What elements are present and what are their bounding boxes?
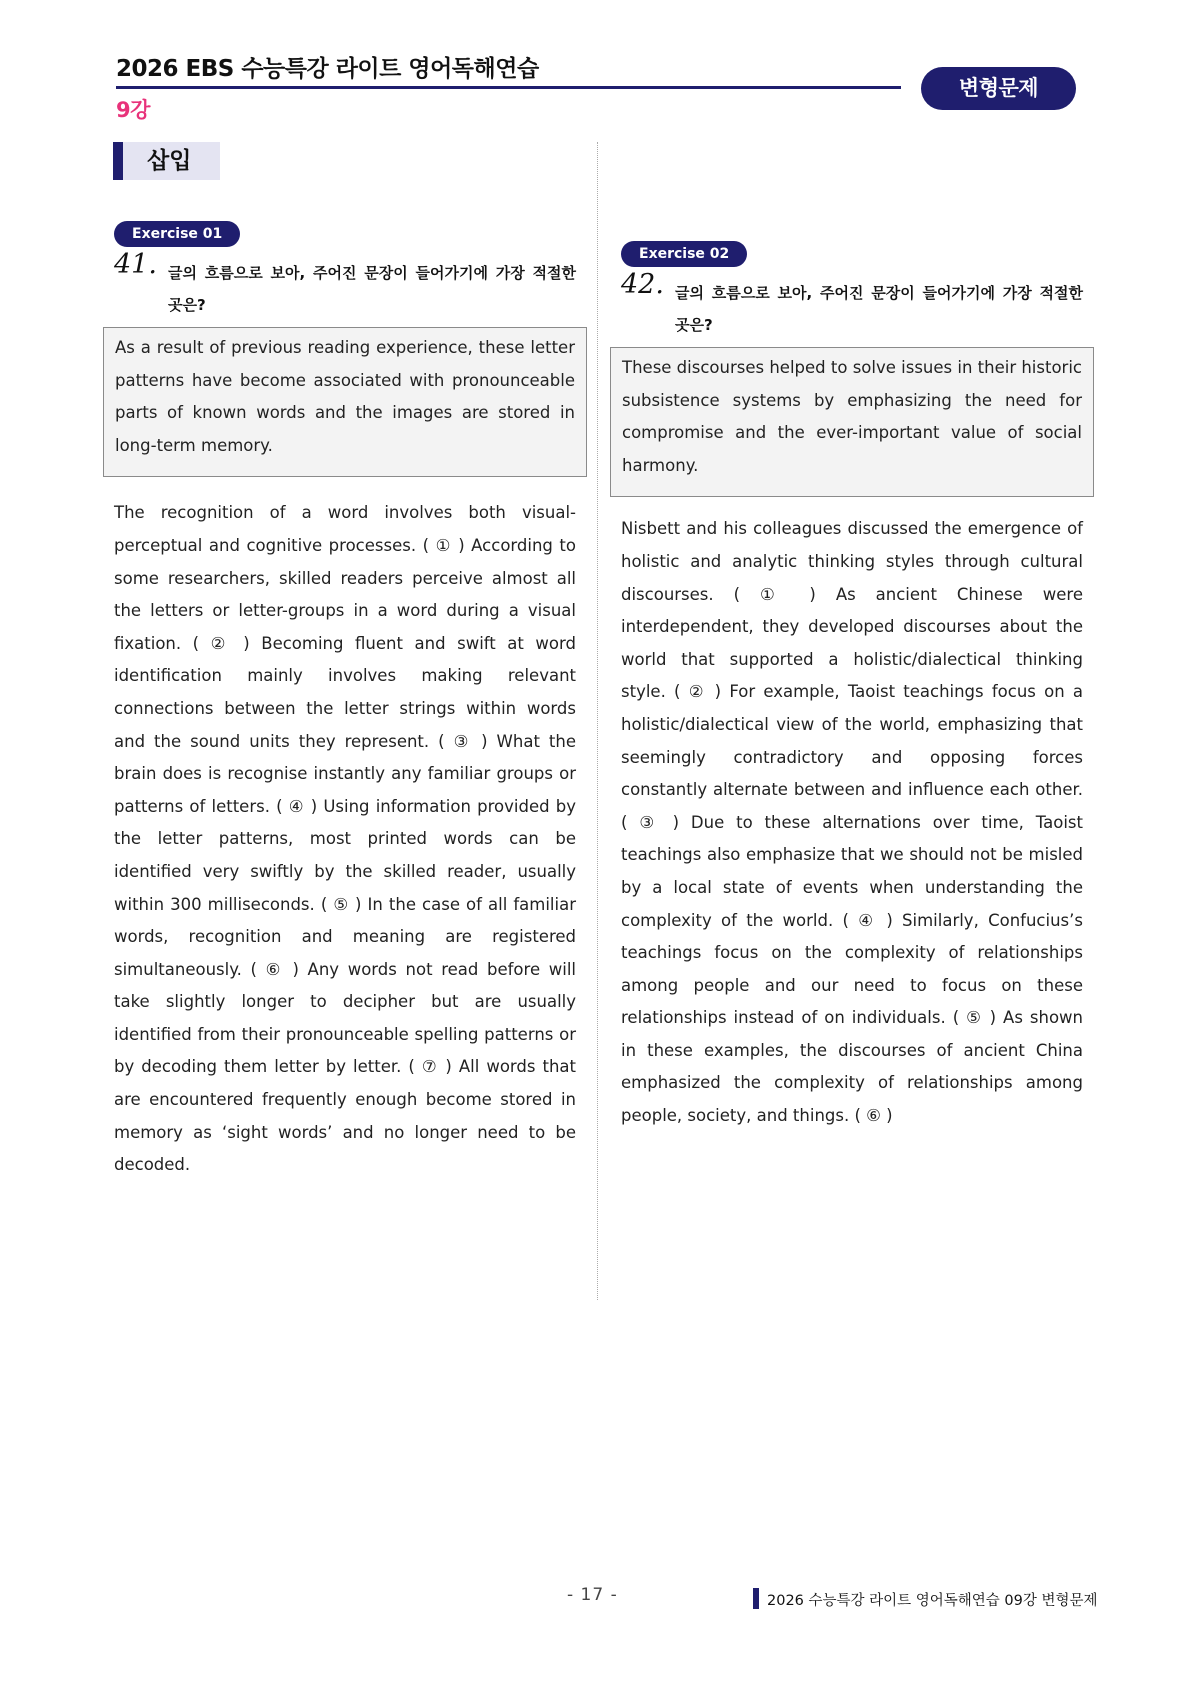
page-number: - 17 - (567, 1585, 618, 1605)
question-number: 42. (621, 269, 664, 300)
question-header (114, 249, 576, 321)
given-sentence-box: These discourses helped to solve issues in their historic subsistence systems by emphasizing the need for compromise and the ever-important value of social harmony. (610, 347, 1094, 497)
passage: The recognition of a word involves both visual-perceptual and cognitive processes. ( ① ) According to some researchers, skilled readers perceive almost all the letters or letter-groups in a word during a visual fixation. ( ② ) Becoming fluent and swift at word identification mainly involves making relevant connections between the letter strings within words and the sound units they represent. ( ③ ) What the brain does is recognise instantly any familiar groups or patterns of letters. ( ④ ) Using information provided by the letter patterns, most printed words can be identified very swiftly by the skilled reader, usually within 300 milliseconds. ( ⑤ ) In the case of all familiar words, recognition and meaning are registered simultaneously. ( ⑥ ) Any words not read before will take slightly longer to decipher but are usually identified from their pronounceable spelling patterns or by decoding them letter by letter. ( ⑦ ) All words that are encountered frequently enough become stored in memory as ‘sight words’ and no longer need to be decoded. (114, 503, 576, 1175)
document-title: 2026 EBS 수능특강 라이트 영어독해연습 (116, 56, 539, 82)
exercise-pill: Exercise 02 (621, 241, 747, 267)
exercise-pill: Exercise 01 (114, 221, 240, 247)
lecture-label: 9강 (116, 98, 150, 122)
exercise-01 (114, 221, 576, 1182)
given-sentence-box: As a result of previous reading experience, these letter patterns have become associated with pronounceable parts of known words and the images are stored in long-term memory. (103, 327, 587, 477)
column-divider (597, 142, 598, 1300)
section-label: 삽입 (113, 142, 220, 180)
exercise-02 (621, 241, 1083, 1133)
question-header (621, 269, 1083, 341)
header-rule (116, 86, 901, 89)
footer-title: 2026 수능특강 라이트 영어독해연습 09강 변형문제 (767, 1593, 1098, 1609)
question-prompt: 글의 흐름으로 보아, 주어진 문장이 들어가기에 가장 적절한 곳은? (675, 284, 1083, 334)
question-prompt: 글의 흐름으로 보아, 주어진 문장이 들어가기에 가장 적절한 곳은? (168, 264, 576, 314)
question-number: 41. (114, 249, 157, 280)
category-badge: 변형문제 (921, 67, 1076, 110)
passage: Nisbett and his colleagues discussed the emergence of holistic and analytic thinking styles through cultural discourses. ( ① ) As ancient Chinese were interdependent, they developed discourses about the world that supported a holistic/dialectical thinking style. ( ② ) For example, Taoist teachings focus on a holistic/dialectical view of the world, emphasizing that seemingly contradictory and opposing forces constantly alternate between and influence each other. ( ③ ) Due to these alternations over time, Taoist teachings also emphasize that we should not be misled by a local state of events when understanding the complexity of the world. ( ④ ) Similarly, Confucius’s teachings focus on the complexity of relationships among people and our need to focus on these relationships instead of on individuals. ( ⑤ ) As shown in these examples, the discourses of ancient China emphasized the complexity of relationships among people, society, and things. ( ⑥ ) (621, 519, 1083, 1126)
footer-accent-bar (753, 1588, 759, 1609)
